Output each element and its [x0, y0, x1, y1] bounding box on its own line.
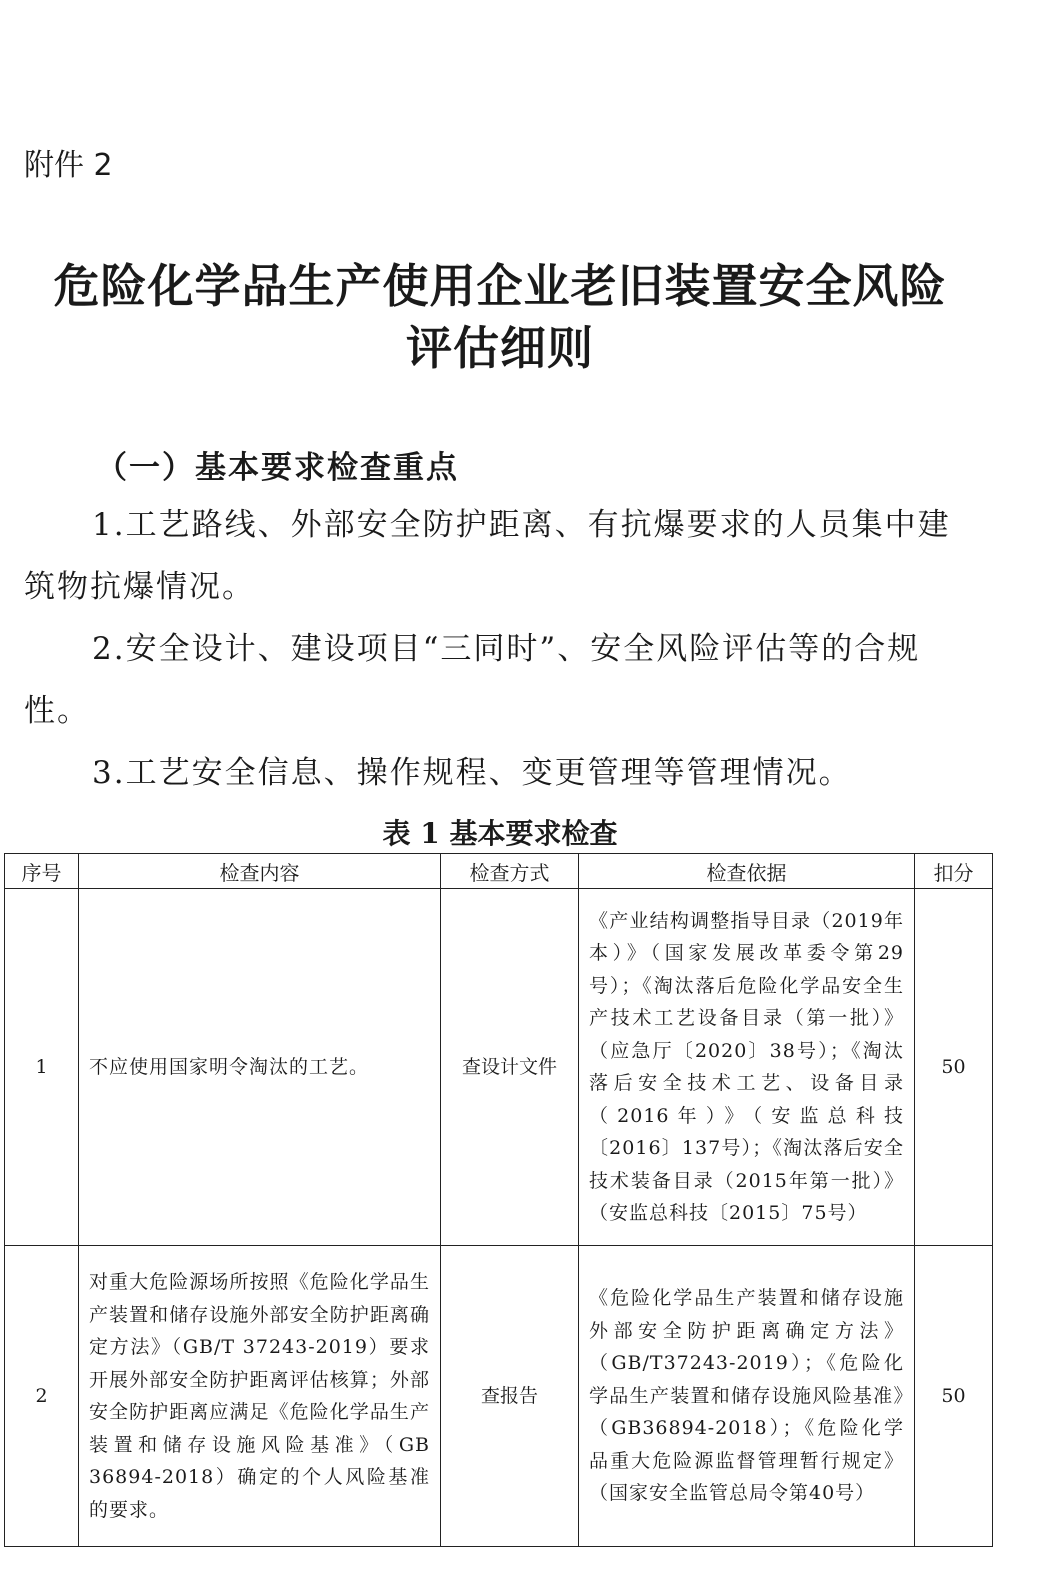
row-number: 2	[5, 1246, 79, 1547]
table-caption: 表 1 基本要求检查	[382, 817, 618, 850]
check-basis: 《产业结构调整指导目录（2019年本）》（国家发展改革委令第29号）；《淘汰落后危险化学品安全生产技术工艺设备目录（第一批）》（应急厅〔2020〕38号）；《淘汰落后安全技术工艺、设备目录（2016年）》（安监总科技〔2016〕137号）；《淘汰落后安全技术装备目录（2015年第一批）》（安监总科技〔2015〕75号）	[579, 889, 915, 1246]
check-content: 不应使用国家明令淘汰的工艺。	[79, 889, 441, 1246]
requirements-table	[4, 853, 993, 1547]
document-title-line-1: 危险化学品生产使用企业老旧装置安全风险	[53, 259, 947, 313]
check-content: 对重大危险源场所按照《危险化学品生产装置和储存设施外部安全防护距离确定方法》（GB/T 37243-2019）要求开展外部安全防护距离评估核算；外部安全防护距离应满足《危险化学品生产装置和储存设施风险基准》（GB 36894-2018）确定的个人风险基准的要求。	[79, 1246, 441, 1547]
check-method: 查报告	[441, 1246, 579, 1547]
document-title-line-2: 评估细则	[406, 321, 594, 375]
deduction-points: 50	[915, 889, 993, 1246]
row-number: 1	[5, 889, 79, 1246]
paragraph-1: 1.工艺路线、外部安全防护距离、有抗爆要求的人员集中建筑物抗爆情况。	[24, 507, 951, 605]
table-row	[5, 889, 993, 1246]
paragraph-2: 2.安全设计、建设项目“三同时”、安全风险评估等的合规性。	[24, 631, 921, 729]
attachment-label: 附件 2	[24, 148, 113, 183]
header-content: 检查内容	[79, 854, 441, 889]
table-row	[5, 1246, 993, 1547]
table-header-row	[5, 854, 993, 889]
header-deduction: 扣分	[915, 854, 993, 889]
header-basis: 检查依据	[579, 854, 915, 889]
deduction-points: 50	[915, 1246, 993, 1547]
header-method: 检查方式	[441, 854, 579, 889]
header-no: 序号	[5, 854, 79, 889]
check-basis: 《危险化学品生产装置和储存设施外部安全防护距离确定方法》（GB/T37243-2019）；《危险化学品生产装置和储存设施风险基准》（GB36894-2018）；《危险化学品重大危险源监督管理暂行规定》（国家安全监管总局令第40号）	[579, 1246, 915, 1547]
section-heading: （一）基本要求检查重点	[96, 450, 459, 486]
paragraph-3: 3.工艺安全信息、操作规程、变更管理等管理情况。	[92, 755, 852, 791]
check-method: 查设计文件	[441, 889, 579, 1246]
